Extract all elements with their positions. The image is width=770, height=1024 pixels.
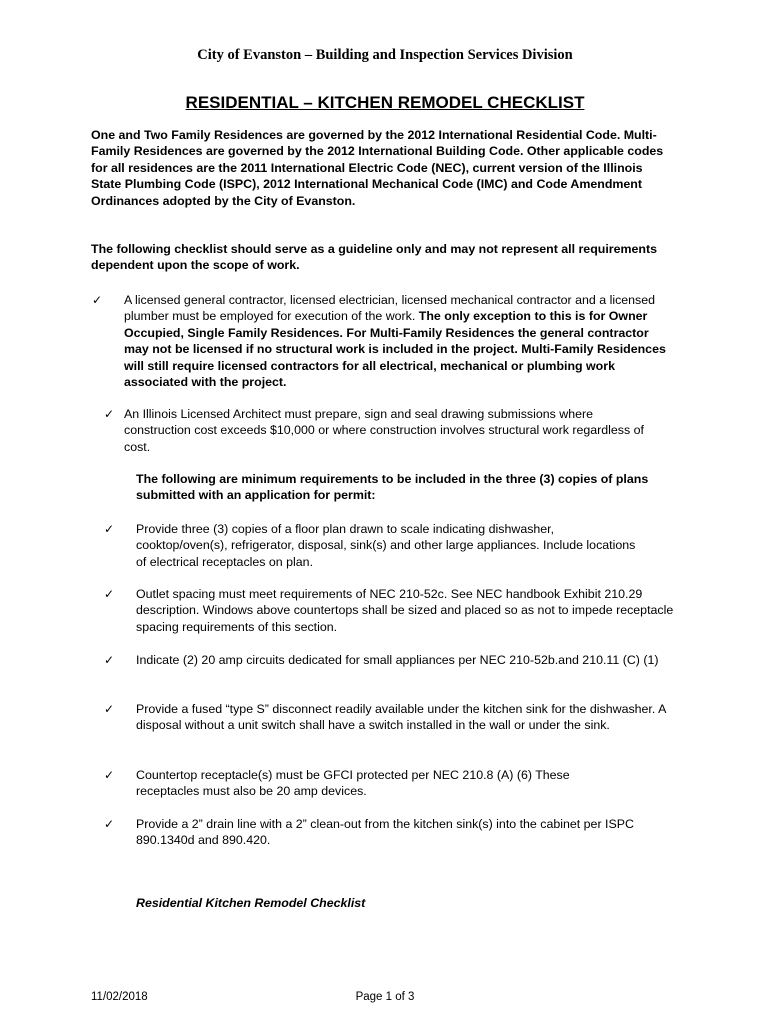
list-item-architect: An Illinois Licensed Architect must prepare, sign and seal drawing submissions where construction cost exceeds $10,000 or where construction involves structural work regardless of cost.: [124, 407, 644, 454]
check-mark-icon: ✓: [104, 817, 115, 831]
check-mark-icon: ✓: [104, 587, 115, 601]
check-mark-icon: ✓: [104, 768, 115, 782]
list-item-drain-line: Provide a 2” drain line with a 2” clean-out from the kitchen sink(s) into the cabinet per ISPC 890.1340d and 890.420.: [136, 817, 634, 848]
check-mark-icon: ✓: [104, 702, 115, 716]
contractor-text: A licensed general contractor, licensed electrician, licensed mechanical contractor and a licensed plumber must be employed for execution of the work.: [124, 293, 656, 324]
page-title: RESIDENTIAL – KITCHEN REMODEL CHECKLIST: [185, 93, 585, 112]
list-item-circuits: Indicate (2) 20 amp circuits dedicated for small appliances per NEC 210-52b.and 210.11 (C) (1): [136, 653, 659, 667]
footer-date: 11/02/2018: [91, 991, 148, 1003]
intro-paragraph: One and Two Family Residences are governed by the 2012 International Residential Code. Multi-Family Residences are governed by the 2012 International Building Code. Other applicable codes for all residences are the 2011 International Electric Code (NEC), current version of the Illinois State Plumbing Code (ISPC), 2012 International Mechanical Code (IMC) and Code Amendment Ordinances adopted by the City of Evanston.: [91, 128, 664, 208]
list-item-floor-plan: Provide three (3) copies of a floor plan drawn to scale indicating dishwasher, cooktop/oven(s), refrigerator, disposal, sink(s) and other large appliances. Include locations of electrical receptacles on plan.: [136, 522, 636, 569]
header-division: City of Evanston – Building and Inspection Services Division: [197, 47, 573, 63]
check-mark-icon: ✓: [104, 522, 115, 536]
footer-page-number: Page 1 of 3: [355, 991, 415, 1003]
list-item-disconnect: Provide a fused “type S” disconnect readily available under the kitchen sink for the dishwasher. A disposal without a unit switch shall have a switch installed in the wall or under the sink.: [136, 702, 666, 733]
check-mark-icon: ✓: [104, 653, 115, 667]
check-mark-icon: ✓: [104, 407, 115, 421]
check-mark-icon: ✓: [92, 293, 103, 307]
contractor-exception-text: The only exception to this is for Owner Occupied, Single Family Residences. For Multi-Family Residences the general contractor may not be licensed if no structural work is included in the project. Multi-Family Residences will still require licensed contractors for all electrical, mechanical or plumbing work associated with the project.: [124, 309, 666, 390]
guideline-paragraph: The following checklist should serve as a guideline only and may not represent all requirements dependent upon the scope of work.: [91, 242, 657, 273]
plans-subheading: The following are minimum requirements to be included in the three (3) copies of plans submitted with an application for permit:: [136, 472, 649, 503]
list-item-contractor: [124, 292, 676, 390]
list-item-outlet-spacing: Outlet spacing must meet requirements of NEC 210-52c. See NEC handbook Exhibit 210.29 description. Windows above countertops shall be sized and placed so as not to impede receptacle spacing requirements of this section.: [136, 587, 674, 634]
list-item-gfci: Countertop receptacle(s) must be GFCI protected per NEC 210.8 (A) (6) These receptacles must also be 20 amp devices.: [136, 768, 570, 799]
closing-title: Residential Kitchen Remodel Checklist: [136, 896, 366, 910]
